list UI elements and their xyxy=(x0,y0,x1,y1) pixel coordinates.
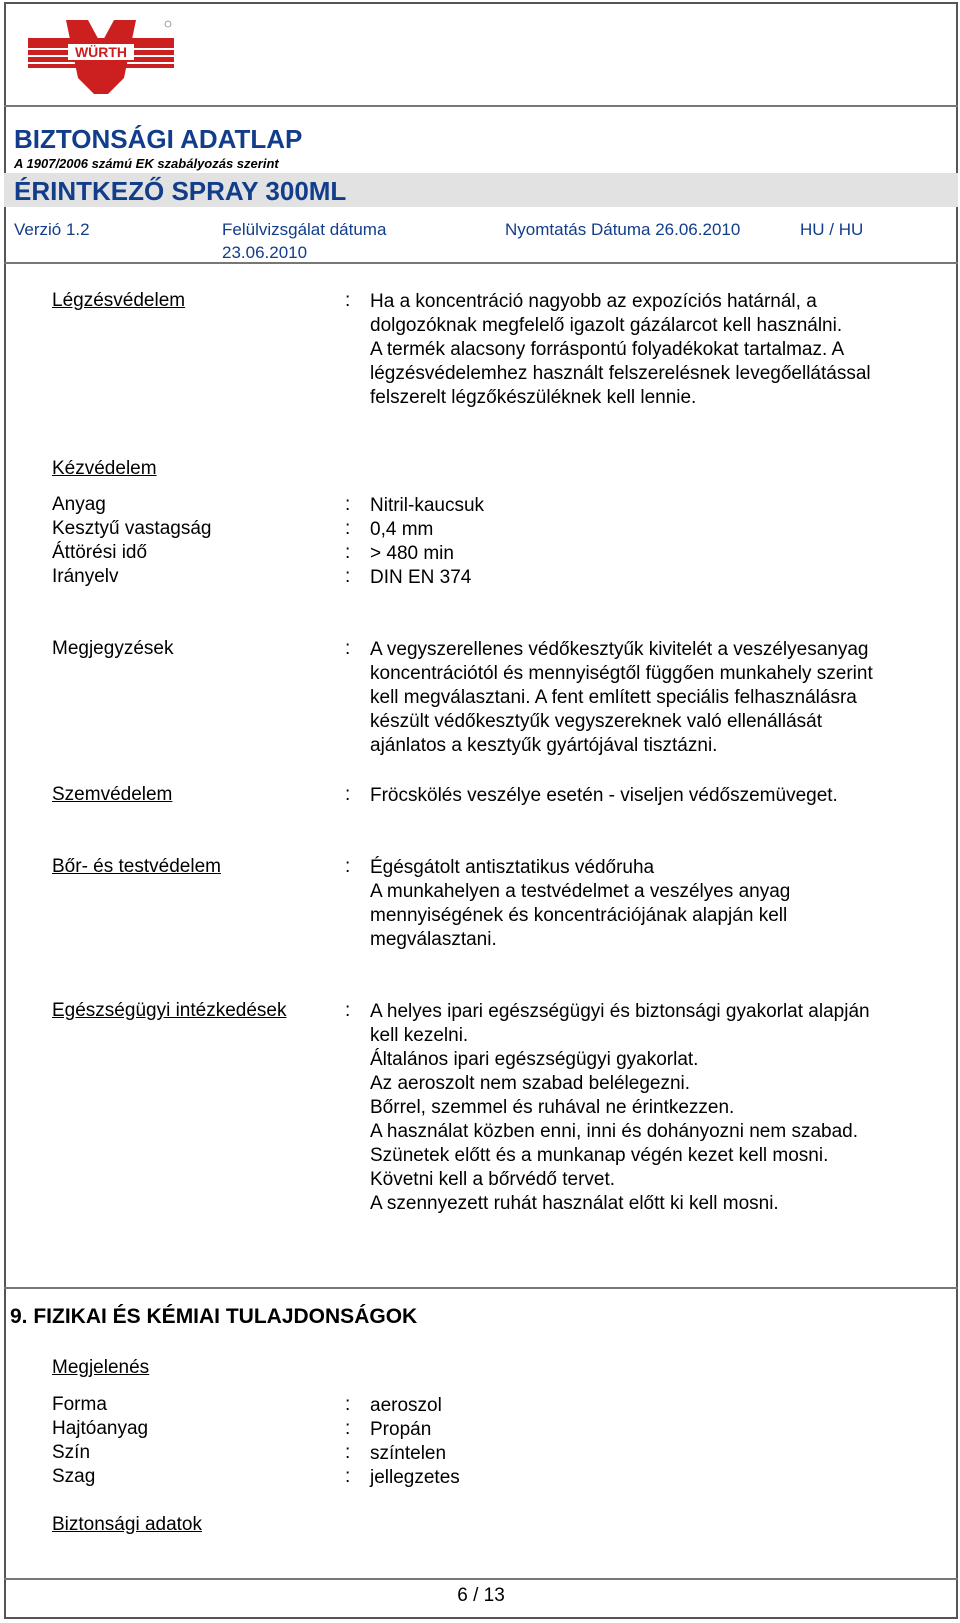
property-value: jellegzetes xyxy=(370,1467,460,1488)
property-value: aeroszol xyxy=(370,1395,442,1416)
property-label: Forma xyxy=(52,1394,107,1415)
body-protection-label: Bőr- és testvédelem xyxy=(52,856,221,877)
text-line: készült védőkesztyűk vegyszereknek való ellenállását xyxy=(370,711,823,732)
hygiene-label: Egészségügyi intézkedések xyxy=(52,1000,287,1021)
respiratory-label: Légzésvédelem xyxy=(52,290,186,311)
section-9-title: 9. FIZIKAI ÉS KÉMIAI TULAJDONSÁGOK xyxy=(10,1305,418,1328)
hand-row-value: DIN EN 374 xyxy=(370,567,472,588)
notes-label: Megjegyzések xyxy=(52,638,174,659)
hand-row-value: 0,4 mm xyxy=(370,519,434,540)
property-label: Szag xyxy=(52,1466,96,1487)
text-line: Követni kell a bőrvédő tervet. xyxy=(370,1169,616,1190)
colon: : xyxy=(345,518,351,539)
text-line: Az aeroszolt nem szabad belélegezni. xyxy=(370,1073,691,1094)
product-name: ÉRINTKEZŐ SPRAY 300ML xyxy=(14,176,347,206)
text-line: A vegyszerellenes védőkesztyűk kivitelét a veszélyesanyag xyxy=(370,639,869,660)
colon: : xyxy=(345,1000,351,1021)
text-line: Általános ipari egészségügyi gyakorlat. xyxy=(370,1049,699,1070)
hand-row-label: Irányelv xyxy=(52,566,119,587)
regulation-subtitle: A 1907/2006 számú EK szabályozás szerint xyxy=(14,156,279,171)
eye-protection-label: Szemvédelem xyxy=(52,784,173,805)
text-line: légzésvédelemhez használt felszerelésnek levegőellátással xyxy=(370,363,871,384)
text-line: kell kezelni. xyxy=(370,1025,469,1046)
property-value: színtelen xyxy=(370,1443,447,1464)
colon: : xyxy=(345,1418,351,1439)
property-value: Propán xyxy=(370,1419,432,1440)
print-date: Nyomtatás Dátuma 26.06.2010 xyxy=(505,220,741,239)
body-protection-text xyxy=(370,856,940,952)
text-line: megválasztani. xyxy=(370,929,497,950)
text-line: mennyiségének és koncentrációjának alapján kell xyxy=(370,905,788,926)
hand-protection-heading: Kézvédelem xyxy=(52,458,157,479)
document-title: BIZTONSÁGI ADATLAP xyxy=(14,124,303,154)
section-rule xyxy=(4,1287,958,1289)
page-number: 6 / 13 xyxy=(457,1585,505,1606)
colon: : xyxy=(345,542,351,563)
hand-row-value: > 480 min xyxy=(370,543,454,564)
safety-data-heading: Biztonsági adatok xyxy=(52,1514,202,1535)
hygiene-text xyxy=(370,1000,940,1216)
colon: : xyxy=(345,494,351,515)
version: Verzió 1.2 xyxy=(14,220,90,239)
logo-text: WÜRTH xyxy=(74,44,128,60)
text-line: dolgozóknak megfelelő igazolt gázálarcot kell használni. xyxy=(370,315,843,336)
colon: : xyxy=(345,1466,351,1487)
revision-date: 23.06.2010 xyxy=(222,243,308,262)
wurth-logo xyxy=(28,18,174,96)
text-line: A szennyezett ruhát használat előtt ki kell mosni. xyxy=(370,1193,779,1214)
text-line: A termék alacsony forráspontú folyadékokat tartalmaz. A xyxy=(370,339,845,360)
text-line: ajánlatos a kesztyűk gyártójával tisztázni. xyxy=(370,735,718,756)
colon: : xyxy=(345,290,351,311)
property-label: Szín xyxy=(52,1442,91,1463)
text-line: kell megválasztani. A fent említett speciális felhasználásra xyxy=(370,687,857,708)
colon: : xyxy=(345,1442,351,1463)
colon: : xyxy=(345,1394,351,1415)
colon: : xyxy=(345,784,351,805)
eye-protection-text: Fröcskölés veszélye esetén - viseljen védőszemüveget. xyxy=(370,785,838,806)
text-line: Bőrrel, szemmel és ruhával ne érintkezzen. xyxy=(370,1097,735,1118)
text-line: A munkahelyen a testvédelmet a veszélyes anyag xyxy=(370,881,791,902)
notes-text xyxy=(370,638,940,758)
appearance-heading: Megjelenés xyxy=(52,1357,150,1378)
hand-row-label: Áttörési idő xyxy=(52,542,148,563)
text-line: Ha a koncentráció nagyobb az expozíciós határnál, a xyxy=(370,291,817,312)
revision-label: Felülvizsgálat dátuma xyxy=(222,220,387,239)
hand-row-value: Nitril-kaucsuk xyxy=(370,495,485,516)
text-line: felszerelt légzőkészüléknek kell lennie. xyxy=(370,387,697,408)
header-bottom-rule xyxy=(4,262,958,264)
colon: : xyxy=(345,638,351,659)
text-line: A használat közben enni, inni és dohányozni nem szabad. xyxy=(370,1121,858,1142)
footer-rule xyxy=(4,1578,958,1580)
property-label: Hajtóanyag xyxy=(52,1418,149,1439)
respiratory-text xyxy=(370,290,940,410)
hand-row-label: Kesztyű vastagság xyxy=(52,518,212,539)
text-line: A helyes ipari egészségügyi és biztonsági gyakorlat alapján xyxy=(370,1001,870,1022)
header-top-rule xyxy=(4,105,958,107)
colon: : xyxy=(345,856,351,877)
text-line: koncentrációtól és mennyiségtől függően munkahely szerint xyxy=(370,663,873,684)
text-line: Szünetek előtt és a munkanap végén kezet kell mosni. xyxy=(370,1145,829,1166)
language: HU / HU xyxy=(800,220,864,239)
colon: : xyxy=(345,566,351,587)
text-line: Égésgátolt antisztatikus védőruha xyxy=(370,857,655,878)
hand-row-label: Anyag xyxy=(52,494,106,515)
